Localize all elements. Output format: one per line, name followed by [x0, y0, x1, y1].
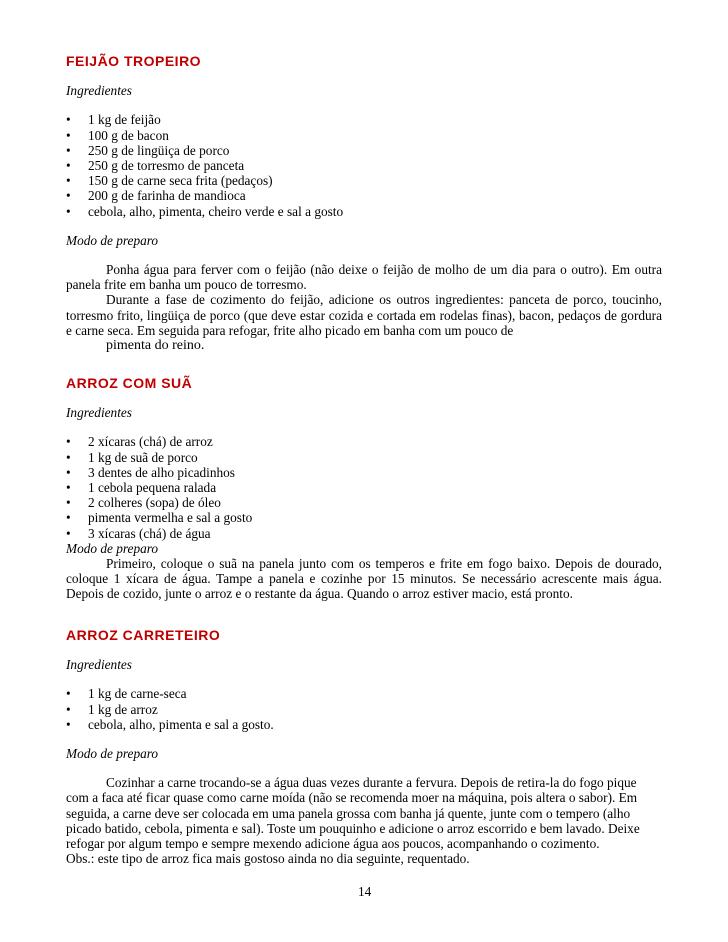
method-paragraph: Ponha água para ferver com o feijão (não deixe o feijão de molho de um dia para o outro). Em outra panela frite em banha um pouco de torresmo.: [66, 261, 662, 293]
bullet-icon: •: [66, 464, 71, 480]
list-item: • cebola, alho, pimenta, cheiro verde e sal a gosto: [66, 203, 344, 219]
recipe-title: ARROZ COM SUÃ: [66, 375, 193, 391]
list-item: • 1 kg de carne-seca: [66, 686, 187, 702]
list-item: • 150 g de carne seca frita (pedaços): [66, 173, 273, 189]
list-item: • 100 g de bacon: [66, 127, 169, 143]
ingredients-label: Ingredientes: [66, 83, 132, 99]
method-tail: pimenta do reino.: [106, 337, 205, 353]
page-number: 14: [358, 884, 372, 899]
list-item: • 200 g de farinha de mandioca: [66, 188, 246, 204]
bullet-icon: •: [66, 510, 71, 526]
recipe-feijao-tropeiro: [66, 54, 662, 353]
list-item: • 1 kg de arroz: [66, 701, 158, 717]
method-paragraph: Primeiro, coloque o suã na panela junto com os temperos e frite em fogo baixo. Depois de dourado, coloque 1 xícara de água. Tampe a panela e cozinhe por 15 minutos. Se necessário acrescente mais água. Depois de cozido, junte o arroz e o restante da água. Quando o arroz estiver macio, está pronto.: [66, 555, 662, 602]
bullet-icon: •: [66, 112, 71, 128]
bullet-icon: •: [66, 686, 71, 702]
ingredients-list: [66, 112, 662, 218]
note: Obs.: este tipo de arroz fica mais gostoso ainda no dia seguinte, requentado.: [66, 851, 470, 867]
list-item: • 2 xícaras (chá) de arroz: [66, 434, 213, 450]
list-item: • 1 cebola pequena ralada: [66, 479, 217, 495]
method-label: Modo de preparo: [66, 745, 159, 761]
recipe-arroz-com-sua: [66, 376, 662, 602]
bullet-icon: •: [66, 434, 71, 450]
bullet-icon: •: [66, 142, 71, 158]
bullet-icon: •: [66, 173, 71, 189]
ingredients-list: [66, 434, 662, 540]
bullet-icon: •: [66, 127, 71, 143]
bullet-icon: •: [66, 525, 71, 541]
recipe-title: FEIJÃO TROPEIRO: [66, 53, 202, 69]
recipe-arroz-carreteiro: [66, 628, 662, 866]
ingredients-list: [66, 686, 662, 732]
bullet-icon: •: [66, 157, 71, 173]
list-item: • 1 kg de suã de porco: [66, 449, 198, 465]
list-item: • 3 dentes de alho picadinhos: [66, 464, 235, 480]
list-item: • 1 kg de feijão: [66, 112, 161, 128]
method-paragraph: Durante a fase de cozimento do feijão, adicione os outros ingredientes: panceta de porco, toucinho, torresmo frito, lingüiça de porco (que deve estar cozida e cortada em rodelas finas), bacon, pedaços de gordura e carne seca. Em seguida para refogar, frite alho picado em banha com um pouco de: [66, 292, 662, 338]
bullet-icon: •: [66, 479, 71, 495]
ingredients-label: Ingredientes: [66, 657, 132, 673]
list-item: • pimenta vermelha e sal a gosto: [66, 510, 253, 526]
bullet-icon: •: [66, 188, 71, 204]
list-item: • 250 g de torresmo de panceta: [66, 157, 245, 173]
recipe-title: ARROZ CARRETEIRO: [66, 627, 221, 643]
list-item: • cebola, alho, pimenta e sal a gosto.: [66, 716, 274, 732]
bullet-icon: •: [66, 716, 71, 732]
list-item: • 2 colheres (sopa) de óleo: [66, 495, 221, 511]
method-paragraph: Cozinhar a carne trocando-se a água duas vezes durante a fervura. Depois de retira-la do fogo pique com a faca até ficar quase como carne moída (não se recomenda moer na máquina, pois altera o sabor). Em seguida, a carne deve ser colocada em uma panela grossa com banha já quente, junte com o tempero (alho picado batido, cebola, pimenta e sal). Toste um pouquinho e adicione o arroz escorrido e bem lavado. Deixe refogar por algum tempo e sempre mexendo adicione água aos poucos, acompanhando o cozimento.: [66, 775, 640, 851]
bullet-icon: •: [66, 495, 71, 511]
list-item: • 250 g de lingüiça de porco: [66, 142, 230, 158]
bullet-icon: •: [66, 701, 71, 717]
method-label: Modo de preparo: [66, 540, 159, 556]
list-item: • 3 xícaras (chá) de água: [66, 525, 211, 541]
ingredients-label: Ingredientes: [66, 405, 132, 421]
bullet-icon: •: [66, 203, 71, 219]
bullet-icon: •: [66, 449, 71, 465]
method-label: Modo de preparo: [66, 232, 159, 248]
